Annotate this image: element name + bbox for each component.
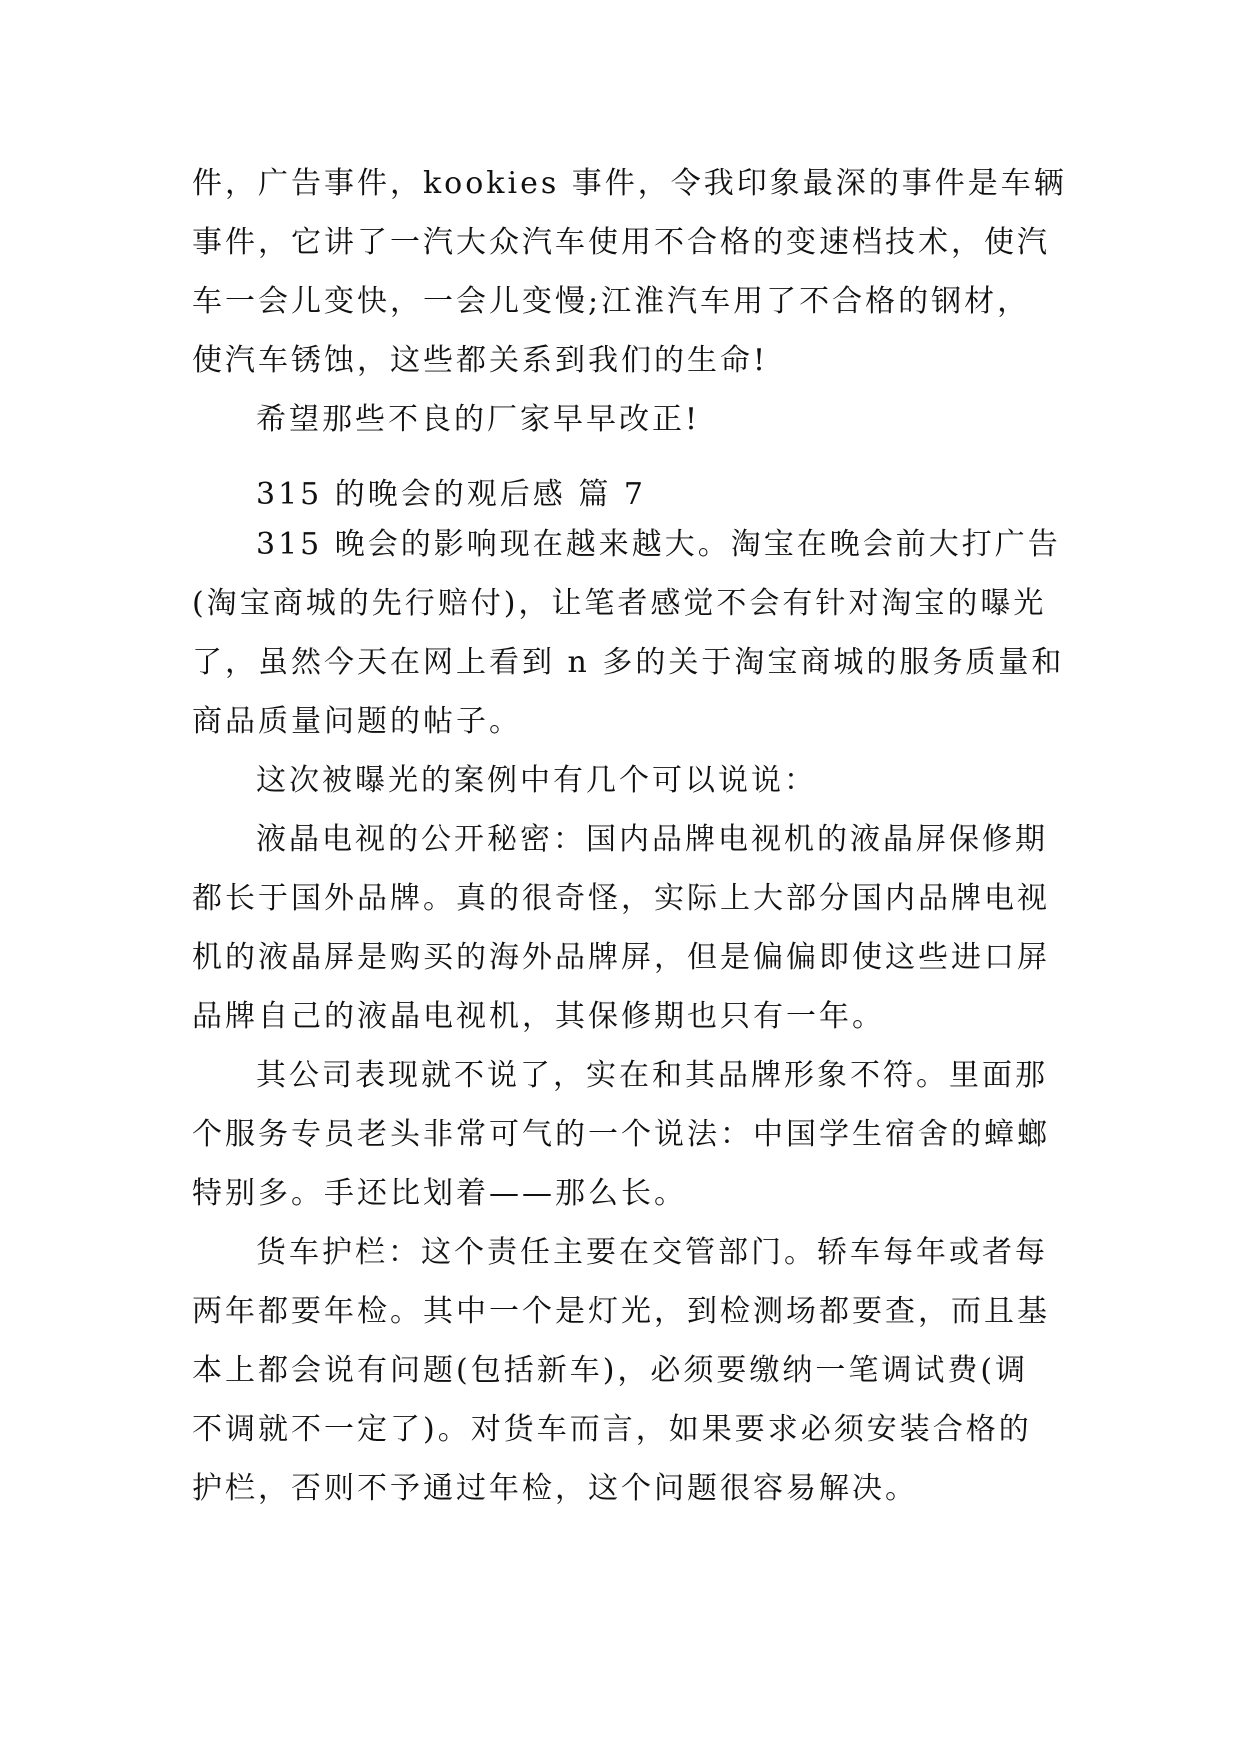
text-line: 这次被曝光的案例中有几个可以说说： <box>256 763 817 798</box>
text-line: 特别多。手还比划着——那么长。 <box>192 1176 687 1211</box>
text-line: 事件，它讲了一汽大众汽车使用不合格的变速档技术，使汽 <box>192 225 1050 260</box>
paragraph-continued <box>192 154 1067 449</box>
text-line: 使汽车锈蚀，这些都关系到我们的生命! <box>192 343 769 378</box>
text-line: 不调就不一定了)。对货车而言，如果要求必须安装合格的 <box>192 1412 1032 1447</box>
section-body <box>192 515 1065 1518</box>
text-line: 件，广告事件，kookies 事件，令我印象最深的事件是车辆 <box>192 166 1067 201</box>
text-line: (淘宝商城的先行赔付)，让笔者感觉不会有针对淘宝的曝光 <box>192 586 1047 621</box>
text-line: 两年都要年检。其中一个是灯光，到检测场都要查，而且基 <box>192 1294 1050 1329</box>
text-line: 315 晚会的影响现在越来越大。淘宝在晚会前大打广告 <box>256 527 1061 562</box>
text-line: 希望那些不良的厂家早早改正! <box>256 402 701 437</box>
text-line: 本上都会说有问题(包括新车)，必须要缴纳一笔调试费(调 <box>192 1353 1029 1388</box>
text-line: 液晶电视的公开秘密：国内品牌电视机的液晶屏保修期 <box>256 822 1048 857</box>
text-line: 品牌自己的液晶电视机，其保修期也只有一年。 <box>192 999 885 1034</box>
text-line: 都长于国外品牌。真的很奇怪，实际上大部分国内品牌电视 <box>192 881 1050 916</box>
text-line: 了，虽然今天在网上看到 n 多的关于淘宝商城的服务质量和 <box>192 645 1065 680</box>
text-line: 其公司表现就不说了，实在和其品牌形象不符。里面那 <box>256 1058 1048 1093</box>
text-line: 个服务专员老头非常可气的一个说法：中国学生宿舍的蟑螂 <box>192 1117 1050 1152</box>
text-line: 护栏，否则不予通过年检，这个问题很容易解决。 <box>192 1471 918 1506</box>
text-line: 货车护栏：这个责任主要在交管部门。轿车每年或者每 <box>256 1235 1048 1270</box>
text-line: 车一会儿变快，一会儿变慢;江淮汽车用了不合格的钢材， <box>192 284 1031 319</box>
text-line: 商品质量问题的帖子。 <box>192 704 522 739</box>
section-title: 315 的晚会的观后感 篇 7 <box>256 477 646 512</box>
text-line: 机的液晶屏是购买的海外品牌屏，但是偏偏即使这些进口屏 <box>192 940 1050 975</box>
